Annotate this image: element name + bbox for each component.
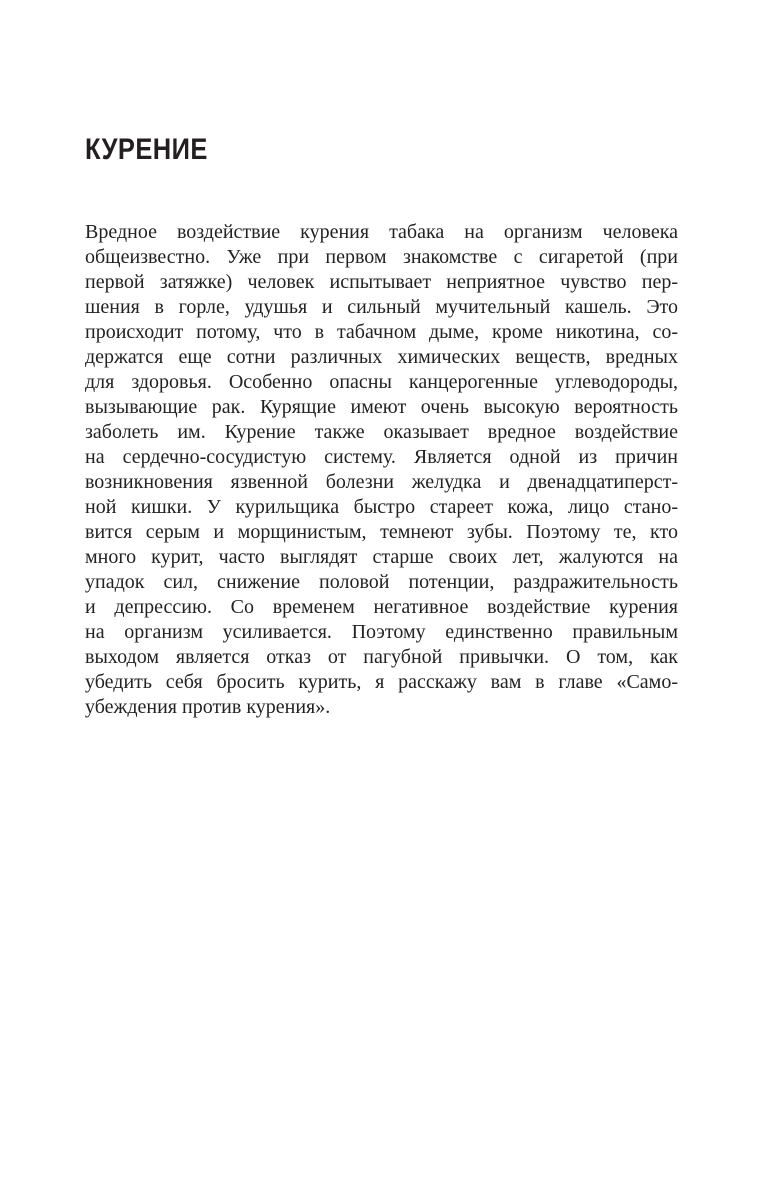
text-line: шения в горле, удушья и сильный мучительный кашель. Это	[85, 296, 678, 318]
text-line: держатся еще сотни различных химических веществ, вредных	[85, 346, 678, 368]
text-line: ной кишки. У курильщика быстро стареет кожа, лицо стано-	[85, 496, 678, 518]
text-line: убеждения против курения».	[85, 696, 331, 718]
text-line: общеизвестно. Уже при первом знакомстве с сигаретой (при	[85, 246, 678, 268]
text-line: на организм усиливается. Поэтому единственно правильным	[85, 621, 678, 643]
text-line: Вредное воздействие курения табака на организм человека	[85, 221, 678, 243]
text-line: упадок сил, снижение половой потенции, раздражительность	[85, 571, 678, 593]
body-paragraph	[85, 220, 678, 720]
text-line: заболеть им. Курение также оказывает вредное воздействие	[85, 421, 678, 443]
text-line: на сердечно-сосудистую систему. Является одной из причин	[85, 446, 678, 468]
text-line: первой затяжке) человек испытывает неприятное чувство пер-	[85, 271, 678, 293]
chapter-title: КУРЕНИЕ	[85, 133, 208, 166]
text-line: и депрессию. Со временем негативное воздействие курения	[85, 596, 678, 618]
text-line: вызывающие рак. Курящие имеют очень высокую вероятность	[85, 396, 678, 418]
text-line: для здоровья. Особенно опасны канцерогенные углеводороды,	[85, 371, 678, 393]
text-line: происходит потому, что в табачном дыме, кроме никотина, со-	[85, 321, 678, 343]
text-line: много курит, часто выглядят старше своих лет, жалуются на	[85, 546, 678, 568]
text-line: возникновения язвенной болезни желудка и двенадцатиперст-	[85, 471, 678, 493]
text-line: выходом является отказ от пагубной привычки. О том, как	[85, 646, 678, 668]
text-line: вится серым и морщинистым, темнеют зубы. Поэтому те, кто	[85, 521, 678, 543]
text-line: убедить себя бросить курить, я расскажу вам в главе «Само-	[85, 671, 678, 693]
